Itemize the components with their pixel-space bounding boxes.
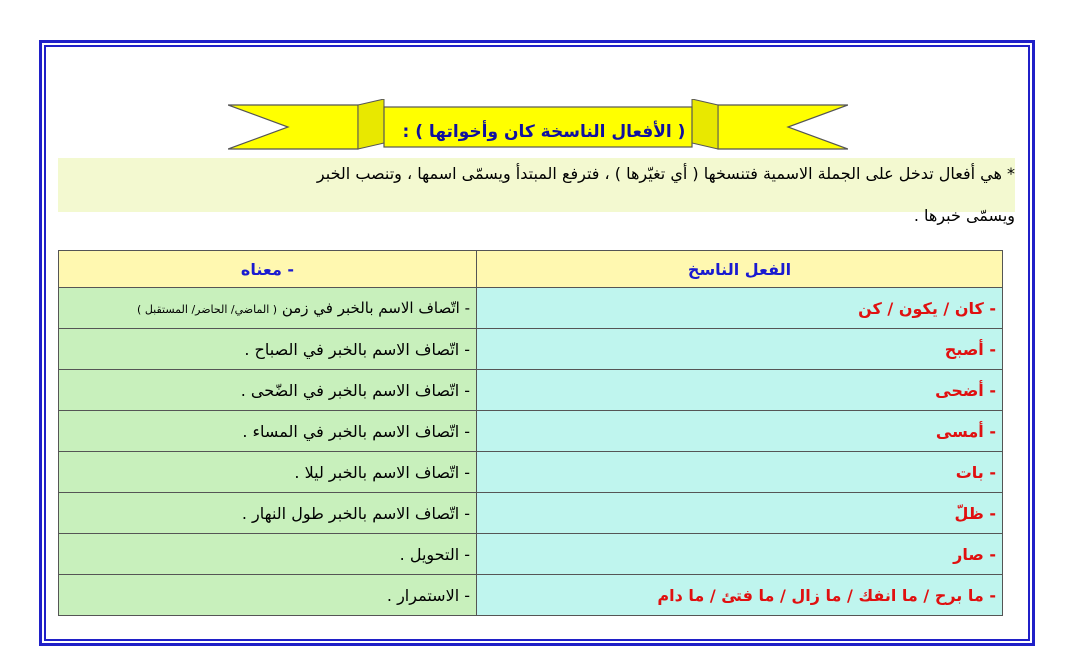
meaning-cell: - اتّصاف الاسم بالخبر طول النهار . xyxy=(59,493,477,534)
meaning-cell: - اتّصاف الاسم بالخبر في الضّحى . xyxy=(59,370,477,411)
verb-cell: - أصبح xyxy=(477,329,1003,370)
table-row xyxy=(59,329,1003,370)
header-verb: الفعل الناسخ xyxy=(477,251,1003,288)
table-row xyxy=(59,288,1003,329)
meaning-text: - اتّصاف الاسم بالخبر في زمن xyxy=(281,299,470,317)
verb-cell: - صار xyxy=(477,534,1003,575)
verb-cell: - ما برح / ما انفك / ما زال / ما فتئ / ما دام xyxy=(477,575,1003,616)
intro-text xyxy=(58,160,1015,230)
verb-cell: - كان / يكون / كن xyxy=(477,288,1003,329)
table-row xyxy=(59,452,1003,493)
table-row xyxy=(59,534,1003,575)
meaning-cell: - الاستمرار . xyxy=(59,575,477,616)
intro-line-1: * هي أفعال تدخل على الجملة الاسمية فتنسخها ( أي تغيّرها ) ، فترفع المبتدأ ويسمّى اسمها ، وتنصب الخبر xyxy=(316,164,1015,183)
verb-cell: - أمسى xyxy=(477,411,1003,452)
banner-title: ( الأفعال الناسخة كان وأخواتها ) : xyxy=(402,122,686,142)
meaning-small-text: ( الماضي/ الحاضر/ المستقبل ) xyxy=(137,303,278,316)
verb-cell: - أضحى xyxy=(477,370,1003,411)
intro-line-2: ويسمّى خبرها . xyxy=(913,206,1015,225)
verbs-table xyxy=(58,250,1003,616)
meaning-cell xyxy=(59,288,477,329)
table-row xyxy=(59,370,1003,411)
table-row xyxy=(59,411,1003,452)
meaning-cell: - اتّصاف الاسم بالخبر ليلا . xyxy=(59,452,477,493)
meaning-cell: - اتّصاف الاسم بالخبر في المساء . xyxy=(59,411,477,452)
table-row xyxy=(59,493,1003,534)
table-header-row xyxy=(59,251,1003,288)
verb-cell: - ظلّ xyxy=(477,493,1003,534)
table-row xyxy=(59,575,1003,616)
verb-cell: - بات xyxy=(477,452,1003,493)
header-meaning: - معناه xyxy=(59,251,477,288)
meaning-cell: - التحويل . xyxy=(59,534,477,575)
meaning-cell: - اتّصاف الاسم بالخبر في الصباح . xyxy=(59,329,477,370)
